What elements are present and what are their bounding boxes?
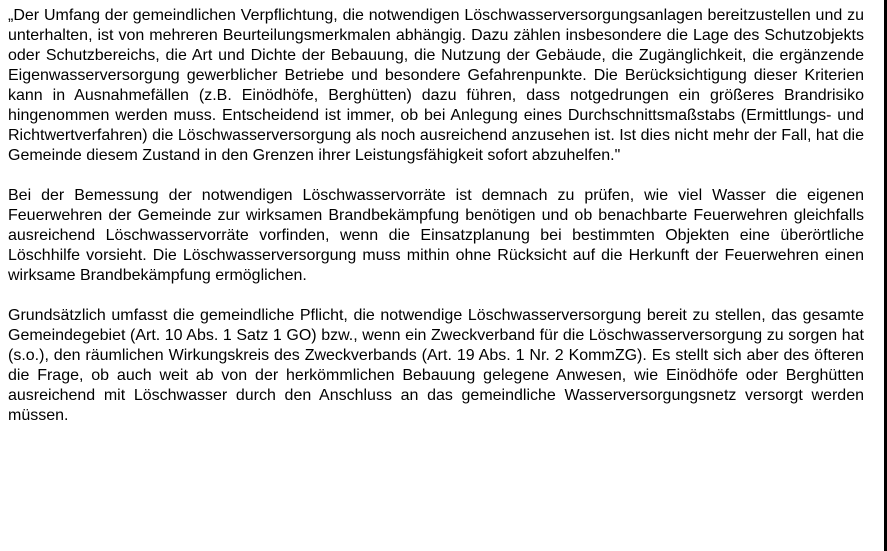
document-body <box>8 6 864 426</box>
paragraph-bemessung: Bei der Bemessung der notwendigen Löschwasservorräte ist demnach zu prüfen, wie viel Wasser die eigenen Feuerwehren der Gemeinde zur wirksamen Brandbekämpfung benötigen und ob benachbarte Feuerwehren gleichfalls ausreichend Löschwasservorräte vorfinden, wenn die Einsatzplanung bei bestimmten Objekten eine überörtliche Löschhilfe vorsieht. Die Löschwasserversorgung muss mithin ohne Rücksicht auf die Herkunft der Feuerwehren einen wirksame Brandbekämpfung ermöglichen. <box>8 187 864 284</box>
paragraph-quote: „Der Umfang der gemeindlichen Verpflichtung, die notwendigen Löschwasserversorgungsanlagen bereitzustellen und zu unterhalten, ist von mehreren Beurteilungsmerkmalen abhängig. Dazu zählen insbesondere die Lage des Schutzobjekts oder Schutzbereichs, die Art und Dichte der Bebauung, die Nutzung der Gebäude, die Zugänglichkeit, die ergänzende Eigenwasserversorgung gewerblicher Betriebe und besondere Gefahrenpunkte. Die Berücksichtigung dieser Kriterien kann in Ausnahmefällen (z.B. Einödhöfe, Berghütten) dazu führen, dass notgedrungen ein größeres Brandrisiko hingenommen werden muss. Entscheidend ist immer, ob bei Anlegung eines Durchschnittsmaßstabs (Ermittlungs- und Richtwertverfahren) die Löschwasserversorgung als noch ausreichend anzusehen ist. Ist dies nicht mehr der Fall, hat die Gemeinde diesem Zustand in den Grenzen ihrer Leistungsfähigkeit sofort abzuhelfen." <box>8 7 864 164</box>
paragraph-grundsaetzlich: Grundsätzlich umfasst die gemeindliche Pflicht, die notwendige Löschwasserversorgung bereit zu stellen, das gesamte Gemeindegebiet (Art. 10 Abs. 1 Satz 1 GO) bzw., wenn ein Zweckverband für die Löschwasserversorgung zu sorgen hat (s.o.), den räumlichen Wirkungskreis des Zweckverbands (Art. 19 Abs. 1 Nr. 2 KommZG). Es stellt sich aber des öfteren die Frage, ob auch weit ab von der herkömmlichen Bebauung gelegene Anwesen, wie Einödhöfe oder Berghütten ausreichend mit Löschwasser durch den Anschluss an das gemeindliche Wasserversorgungsnetz versorgt werden müssen. <box>8 307 864 424</box>
